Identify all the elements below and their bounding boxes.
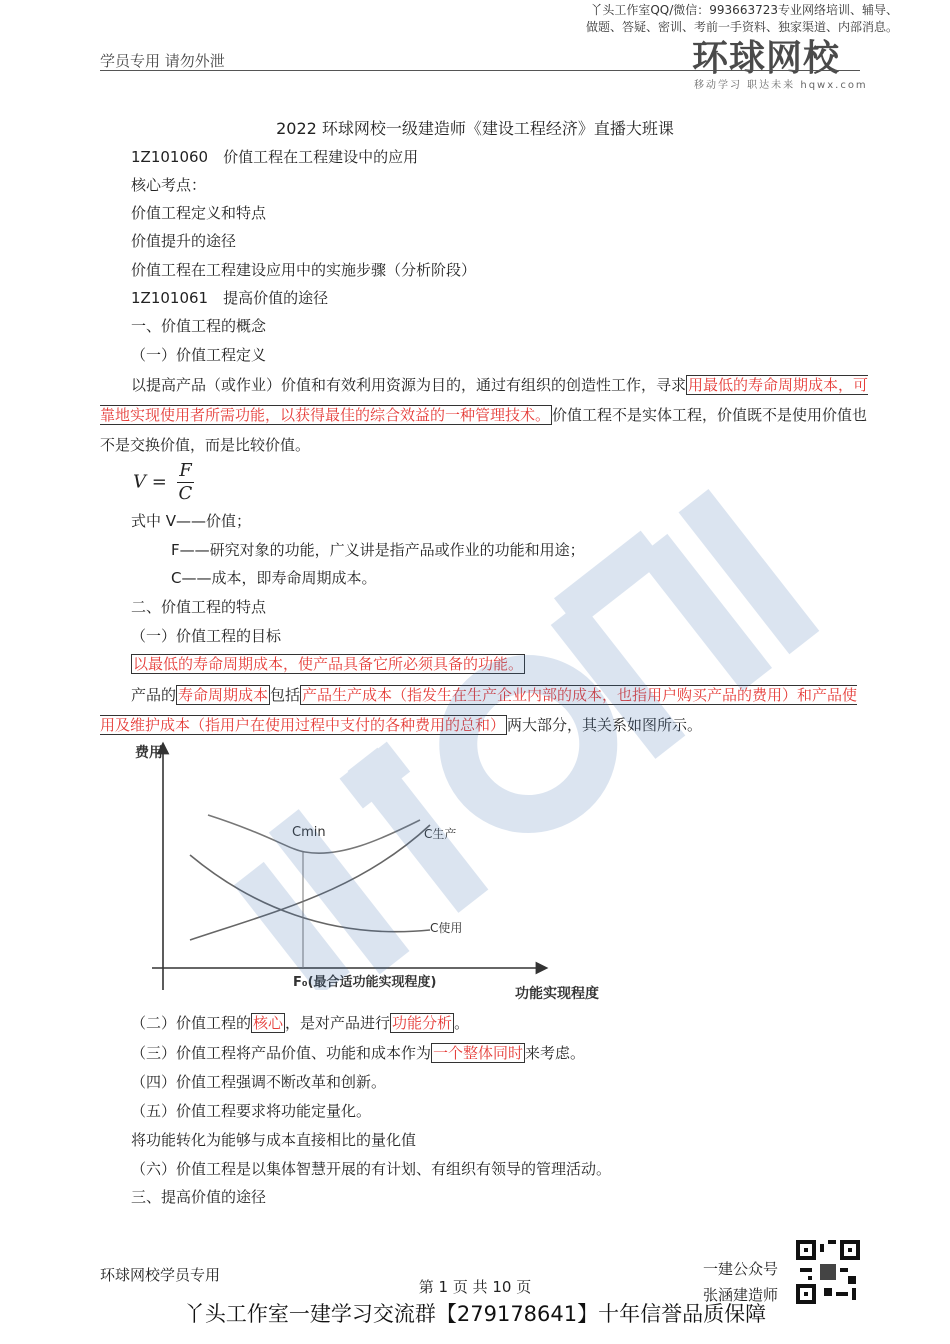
brand-slogan: 移动学习 职达未来 hqwx.com bbox=[694, 80, 868, 91]
cost-text-c: 两大部分，其关系如图所示。 bbox=[507, 716, 703, 734]
definition-paragraph bbox=[100, 370, 870, 460]
definition-text-a: 以提高产品（或作业）价值和有效利用资源为目的，通过有组织的创造性工作，寻求 bbox=[131, 376, 687, 394]
function-analysis-highlight: 功能分析 bbox=[392, 1014, 453, 1032]
feature-3-text-a: （三）价值工程将产品价值、功能和成本作为 bbox=[131, 1044, 432, 1062]
page-indicator: 第 1 页 共 10 页 bbox=[418, 1278, 532, 1296]
cost-composition-paragraph bbox=[100, 680, 870, 740]
definition-highlight: 用最低的寿命周期成本，可靠地实现使用者所需功能，以获得最佳的综合效益的一种管理技术。 bbox=[100, 376, 869, 424]
goal-statement bbox=[131, 654, 525, 674]
section-1-1-heading: （一）价值工程定义 bbox=[131, 346, 267, 364]
definition-text-b: 价值工程不是实体工程，价值既不是使用价值也不是交换价值，而是比较价值。 bbox=[100, 406, 868, 454]
lifecycle-cost-diagram bbox=[130, 740, 620, 1010]
lifecycle-cost-highlight: 寿命周期成本 bbox=[178, 686, 269, 704]
section-3-heading: 三、提高价值的途径 bbox=[131, 1188, 267, 1206]
feature-6: （六）价值工程是以集体智慧开展的有计划、有组织有领导的管理活动。 bbox=[131, 1160, 612, 1178]
value-formula bbox=[133, 460, 194, 505]
core-highlight: 核心 bbox=[253, 1014, 284, 1032]
note-f: F——研究对象的功能，广义讲是指产品或作业的功能和用途； bbox=[171, 541, 585, 559]
c-production-label: C生产 bbox=[424, 827, 457, 841]
header-confidential: 学员专用 请勿外泄 bbox=[100, 52, 225, 70]
topic-code-line: 1Z101060 价值工程在工程建设中的应用 bbox=[131, 148, 419, 166]
brand-logo: 环球网校 bbox=[692, 38, 841, 79]
footer-student-note: 环球网校学员专用 bbox=[100, 1266, 221, 1284]
feature-5-note: 将功能转化为能够与成本直接相比的量化值 bbox=[131, 1131, 417, 1149]
point-improvement: 价值提升的途径 bbox=[131, 232, 237, 250]
point-definition: 价值工程定义和特点 bbox=[131, 204, 267, 222]
cmin-label: Cmin bbox=[292, 825, 326, 840]
watermark-line-1: 丫头工作室QQ/微信：993663723专业网络培训、辅导、 bbox=[590, 3, 898, 17]
section-2-heading: 二、价值工程的特点 bbox=[131, 598, 267, 616]
c-use-curve bbox=[190, 855, 430, 932]
feature-5: （五）价值工程要求将功能定量化。 bbox=[131, 1102, 372, 1120]
feature-2-text-b: ，是对产品进行 bbox=[285, 1014, 391, 1032]
feature-4: （四）价值工程强调不断改革和创新。 bbox=[131, 1073, 387, 1091]
cost-parts-highlight: 产品生产成本（指发生在生产企业内部的成本，也指用户购买产品的费用）和产品使用及维护成本（指用户在使用过程中支付的各种费用的总和） bbox=[100, 686, 858, 734]
feature-3-text-b: 来考虑。 bbox=[525, 1044, 586, 1062]
feature-3 bbox=[131, 1043, 585, 1063]
subtopic-code-line: 1Z101061 提高价值的途径 bbox=[131, 289, 329, 307]
core-points-heading: 核心考点： bbox=[131, 176, 207, 194]
footer-author: 张涵建造师 bbox=[703, 1286, 779, 1304]
qr-code bbox=[796, 1240, 860, 1304]
cost-text-a: 产品的 bbox=[131, 686, 177, 704]
goal-highlight: 以最低的寿命周期成本，使产品具备它所必须具备的功能。 bbox=[133, 655, 524, 673]
formula-lhs: V = bbox=[133, 471, 167, 493]
y-axis-label: 费用 bbox=[135, 745, 163, 761]
feature-2-text-c: 。 bbox=[454, 1014, 470, 1032]
c-use-label: C使用 bbox=[430, 921, 463, 935]
section-2-1-heading: （一）价值工程的目标 bbox=[131, 627, 282, 645]
formula-denominator: C bbox=[178, 483, 193, 504]
header-divider bbox=[100, 70, 860, 71]
note-c: C——成本，即寿命周期成本。 bbox=[171, 569, 377, 587]
document-title: 2022 环球网校一级建造师《建设工程经济》直播大班课 bbox=[276, 119, 674, 138]
section-1-heading: 一、价值工程的概念 bbox=[131, 317, 267, 335]
x-axis-label: 功能实现程度 bbox=[515, 986, 599, 1002]
watermark-line-2: 做题、答疑、密训、考前一手资料、独家渠道、内部消息。 bbox=[585, 20, 898, 34]
whole-highlight: 一个整体同时 bbox=[433, 1044, 524, 1062]
footer-wechat-label: 一建公众号 bbox=[703, 1260, 779, 1278]
f0-label: F₀(最合适功能实现程度) bbox=[293, 975, 437, 990]
c-production-curve bbox=[190, 825, 430, 940]
cost-text-b: 包括 bbox=[270, 686, 301, 704]
note-v: 式中 V——价值； bbox=[131, 512, 252, 530]
feature-2 bbox=[131, 1013, 469, 1033]
formula-numerator: F bbox=[177, 460, 195, 483]
formula-fraction bbox=[177, 460, 195, 505]
point-steps: 价值工程在工程建设应用中的实施步骤（分析阶段） bbox=[131, 261, 477, 279]
bottom-banner: 丫头工作室一建学习交流群【279178641】十年信誉品质保障 bbox=[183, 1302, 767, 1326]
feature-2-text-a: （二）价值工程的 bbox=[131, 1014, 252, 1032]
